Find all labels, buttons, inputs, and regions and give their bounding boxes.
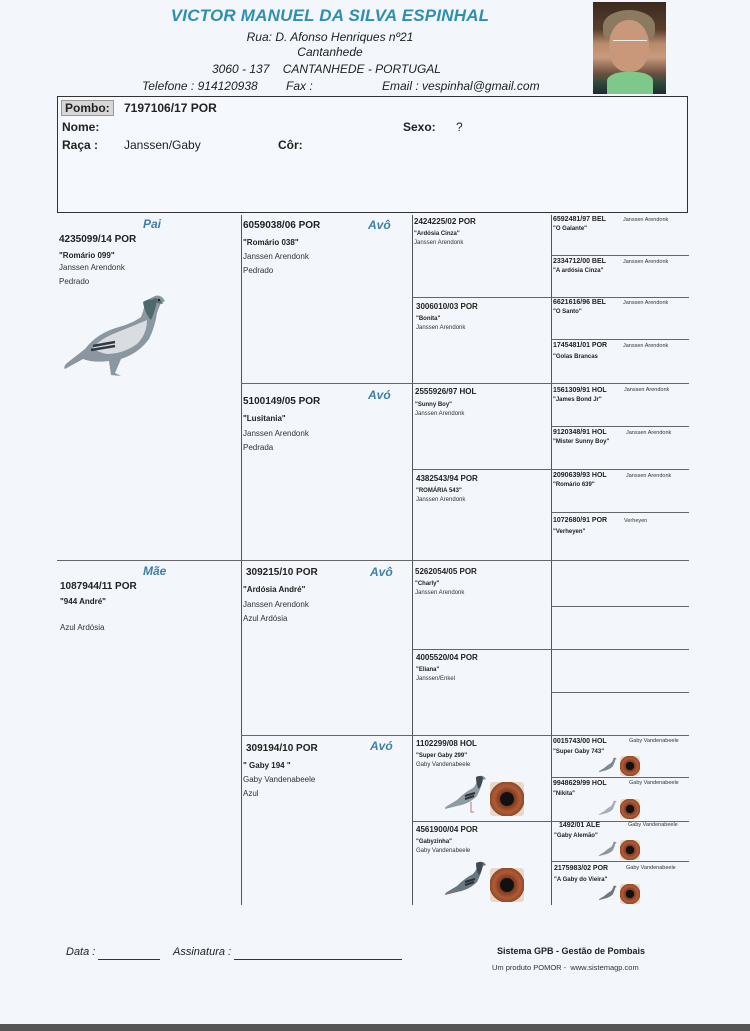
ggp-ring: 4382543/94 POR	[416, 474, 478, 483]
dam-color: Azul Ardósia	[60, 623, 105, 632]
gggp-ring: 9948629/99 HOL	[553, 780, 607, 787]
gggp-ring: 1492/01 ALE	[559, 822, 600, 829]
great-grandparent-cell[interactable]	[413, 561, 551, 649]
grandparent-color: Pedrado	[243, 266, 274, 275]
product-line[interactable]: Um produto POMOR - www.sistemagp.com	[492, 963, 639, 972]
gggp-cell-empty[interactable]	[552, 607, 689, 649]
gggp-cell[interactable]	[552, 427, 689, 469]
great-grandparent-cell[interactable]	[413, 298, 551, 383]
gggp-ring: 0015743/00 HOL	[553, 738, 607, 745]
gggp-cell[interactable]	[552, 216, 689, 255]
eye-photo-icon	[620, 799, 640, 819]
grandparent-line: Janssen Arendonk	[243, 600, 309, 609]
signature-label: Assinatura :	[173, 946, 232, 958]
sire-color: Pedrado	[59, 277, 90, 286]
ggp-name: "Eliana"	[416, 667, 440, 673]
eye-photo-icon	[620, 884, 640, 904]
ggp-name: "ROMÁRIA 543"	[416, 488, 462, 494]
gggp-ring: 6592481/97 BEL	[553, 216, 606, 223]
gggp-line: Gaby Vandenabeele	[628, 822, 678, 828]
signature-field[interactable]	[234, 958, 402, 960]
grandparent-line: Gaby Vandenabeele	[243, 775, 316, 784]
gggp-name: "Mister Sunny Boy"	[553, 439, 610, 445]
great-grandparent-cell[interactable]	[413, 736, 551, 821]
gggp-ring: 2175983/02 POR	[554, 865, 609, 872]
grandparent-ring: 309194/10 POR	[246, 743, 318, 754]
gggp-ring: 6621616/96 BEL	[553, 299, 606, 306]
ggp-ring: 5262054/05 POR	[415, 567, 477, 576]
gggp-ring: 1072680/91 POR	[553, 517, 608, 524]
dam-name: "944 André"	[60, 597, 106, 606]
grandparent-name: " Gaby 194 "	[243, 761, 291, 770]
owner-fax: Fax :	[286, 79, 313, 93]
pigeon-info-box	[57, 96, 688, 213]
grandparent-label: Avô	[370, 565, 393, 579]
great-grandparent-cell[interactable]	[413, 822, 551, 905]
gggp-name: "A ardósia Cinza"	[553, 268, 604, 274]
gggp-line: Gaby Vandenabeele	[629, 780, 679, 786]
gggp-line: Janssen Arendonk	[626, 473, 672, 479]
ggp-name: "Gabyzinha"	[416, 839, 453, 845]
gggp-line: Verheyen	[624, 518, 648, 524]
gggp-line: Janssen Arendonk	[623, 300, 669, 306]
cor-label: Côr:	[278, 138, 303, 152]
pigeon-photo-icon	[63, 288, 167, 388]
system-name: Sistema GPB - Gestão de Pombais	[497, 946, 646, 956]
gggp-name: "Nikita"	[553, 791, 576, 797]
grandparent-color: Azul	[243, 789, 259, 798]
gggp-cell[interactable]	[552, 298, 689, 339]
grandparent-label: Avô	[368, 218, 391, 232]
sexo-label: Sexo:	[403, 120, 436, 134]
gggp-line: Janssen Arendonk	[623, 343, 669, 349]
grandparent-cell[interactable]	[242, 384, 412, 560]
gggp-ring: 1561309/91 HOL	[553, 387, 607, 394]
photo-collar	[607, 72, 653, 94]
sire-ring: 4235099/14 POR	[59, 234, 137, 245]
owner-city: Cantanhede	[297, 45, 363, 59]
grandparent-cell[interactable]	[242, 216, 412, 383]
gggp-name: "A Gaby do Vieira"	[554, 877, 608, 883]
date-label: Data :	[66, 946, 96, 958]
owner-name: VICTOR MANUEL DA SILVA ESPINHAL	[170, 6, 490, 25]
grandparent-line: Janssen Arendonk	[243, 252, 309, 261]
scan-edge	[0, 1024, 750, 1031]
gggp-cell[interactable]	[552, 470, 689, 512]
gggp-name: "Gaby Alemão"	[554, 833, 598, 839]
ggp-ring: 2424225/02 POR	[414, 217, 476, 226]
gggp-cell[interactable]	[552, 513, 689, 560]
nome-label: Nome:	[62, 120, 100, 134]
sire-title: Pai	[143, 217, 162, 231]
gggp-cell-empty[interactable]	[552, 693, 689, 735]
sire-line: Janssen Arendonk	[59, 263, 125, 272]
pigeon-photo-icon	[598, 840, 618, 860]
gggp-cell-empty[interactable]	[552, 561, 689, 606]
eye-photo-icon	[620, 840, 640, 860]
raca-label: Raça :	[62, 138, 99, 152]
gggp-name: "O Galante"	[553, 226, 588, 232]
owner-photo	[593, 2, 666, 94]
great-grandparent-cell[interactable]	[413, 650, 551, 735]
gggp-ring: 2334712/00 BEL	[553, 258, 606, 265]
gggp-line: Gaby Vandenabeele	[629, 738, 679, 744]
gggp-cell[interactable]	[552, 736, 689, 777]
grandparent-color: Azul Ardósia	[243, 614, 288, 623]
ggp-ring: 3006010/03 POR	[416, 302, 478, 311]
gggp-cell[interactable]	[552, 822, 689, 861]
owner-email[interactable]: Email : vespinhal@gmail.com	[382, 79, 540, 93]
grandparent-cell[interactable]	[242, 736, 412, 905]
ggp-line: Janssen Arendonk	[414, 240, 464, 246]
grandparent-ring: 309215/10 POR	[246, 567, 318, 578]
gggp-cell[interactable]	[552, 384, 689, 426]
ggp-line: Gaby Vandenabeele	[416, 848, 471, 854]
owner-phone: Telefone : 914120938	[142, 79, 258, 93]
pigeon-photo-icon	[598, 799, 618, 819]
dam-title: Mãe	[143, 564, 167, 578]
ggp-line: Janssen/Enkel	[416, 676, 456, 682]
gggp-name: "Verheyen"	[553, 529, 586, 535]
ggp-ring: 1102299/08 HOL	[416, 739, 477, 748]
ggp-line: Janssen Arendonk	[415, 411, 465, 417]
sexo-value: ?	[456, 120, 463, 134]
gggp-cell[interactable]	[552, 862, 689, 905]
grandparent-line: Janssen Arendonk	[243, 429, 309, 438]
ggp-line: Janssen Arendonk	[416, 325, 466, 331]
gggp-name: "Golas Brancas	[553, 354, 598, 360]
grandparent-color: Pedrada	[243, 443, 274, 452]
dam-ring: 1087944/11 POR	[60, 581, 137, 592]
grandparent-ring: 6059038/06 POR	[243, 220, 321, 231]
raca-value: Janssen/Gaby	[124, 138, 201, 152]
sire-name: "Romário 099"	[59, 251, 115, 260]
gggp-name: "James Bond Jr"	[553, 397, 602, 403]
ggp-line: Janssen Arendonk	[416, 497, 466, 503]
great-grandparent-cell[interactable]	[413, 470, 551, 560]
gggp-line: Gaby Vandenabeele	[626, 865, 676, 871]
pigeon-ring: 7197106/17 POR	[124, 101, 217, 115]
great-grandparent-cell[interactable]	[413, 216, 551, 297]
ggp-line: Gaby Vandenabeele	[416, 762, 471, 768]
eye-photo-icon	[490, 868, 524, 902]
owner-postal: 3060 - 137 CANTANHEDE - PORTUGAL	[212, 62, 441, 76]
great-grandparent-cell[interactable]	[413, 384, 551, 469]
date-field[interactable]	[98, 958, 160, 960]
gggp-line: Janssen Arendonk	[623, 217, 669, 223]
gggp-line: Janssen Arendonk	[624, 387, 670, 393]
grandparent-name: "Ardósia André"	[243, 585, 306, 594]
ggp-name: "Bonita"	[416, 316, 441, 322]
gggp-cell-empty[interactable]	[552, 650, 689, 692]
ggp-ring: 4561900/04 POR	[416, 825, 478, 834]
pigeon-photo-icon	[598, 756, 618, 776]
pombo-label: Pombo:	[61, 100, 114, 116]
dam-cell[interactable]	[57, 561, 241, 905]
gggp-cell[interactable]	[552, 340, 689, 383]
pigeon-photo-icon	[443, 858, 489, 904]
eye-photo-icon	[490, 782, 524, 816]
gggp-line: Janssen Arendonk	[626, 430, 672, 436]
ggp-name: "Charly"	[415, 581, 440, 587]
gggp-cell[interactable]	[552, 778, 689, 820]
gggp-ring: 1745481/01 POR	[553, 342, 608, 349]
gggp-name: "Romário 639"	[553, 482, 595, 488]
ggp-name: "Sunny Boy"	[415, 402, 453, 408]
pigeon-photo-icon	[443, 772, 489, 818]
photo-glasses	[613, 40, 647, 47]
gggp-name: "O Santo"	[553, 309, 582, 315]
sire-cell[interactable]	[57, 216, 241, 560]
grandparent-cell[interactable]	[242, 561, 412, 735]
gggp-name: "Super Gaby 743"	[553, 749, 605, 755]
gggp-ring: 9120348/91 HOL	[553, 429, 607, 436]
grandparent-name: "Lusitania"	[243, 414, 286, 423]
grandparent-name: "Romário 038"	[243, 238, 299, 247]
ggp-ring: 2555926/97 HOL	[415, 387, 477, 396]
eye-photo-icon	[620, 756, 640, 776]
grandparent-ring: 5100149/05 POR	[243, 396, 321, 407]
pigeon-photo-icon	[598, 884, 618, 904]
gggp-ring: 2090639/93 HOL	[553, 472, 607, 479]
ggp-name: "Super Gaby 299"	[416, 753, 468, 759]
grandparent-label: Avó	[370, 739, 393, 753]
grandparent-label: Avó	[368, 388, 391, 402]
owner-street: Rua: D. Afonso Henriques nº21	[246, 30, 414, 44]
ggp-name: "Ardósia Cinza"	[414, 231, 460, 237]
gggp-line: Janssen Arendonk	[623, 259, 669, 265]
ggp-line: Janssen Arendonk	[415, 590, 465, 596]
ggp-ring: 4005520/04 POR	[416, 653, 478, 662]
